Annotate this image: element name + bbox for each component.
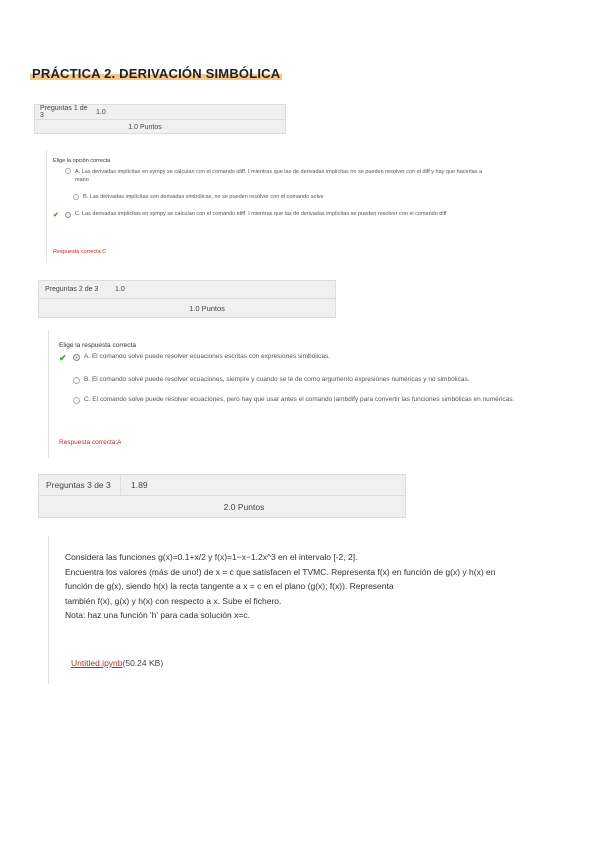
question-2-header (38, 280, 336, 318)
question-2-label: Preguntas 2 de 3 (45, 286, 99, 293)
question-1-prompt: Elige la opción correcta (53, 158, 111, 164)
question-3-prompt (65, 550, 495, 623)
question-2-option-a[interactable] (59, 353, 559, 364)
radio-button[interactable] (65, 168, 71, 174)
page-title: PRÁCTICA 2. DERIVACIÓN SIMBÓLICA (32, 66, 281, 81)
attached-file-size: (50.24 KB) (122, 658, 164, 668)
question-1-option-b[interactable] (53, 194, 483, 200)
question-1-points: 1.0 Puntos (128, 124, 162, 131)
question-1-correct-answer: Respuesta correcta:C (53, 249, 107, 255)
radio-button[interactable] (73, 377, 80, 384)
question-2-score: 1.0 (115, 286, 125, 293)
question-1-body (46, 150, 486, 262)
question-1-option-c-text: C. Las derivadas implícitas en sympy se calculan con el comando idiff. I mientras que las de derivadas implícitas se pueden resolver con el comando diff (75, 211, 447, 217)
question-2-option-b-text: B. El comando solve puede resolver ecuaciones, siempre y cuando se le de como argumento expresiones numéricas y no simbólicas. (84, 376, 470, 383)
question-2-prompt: Elige la respuesta correcta (59, 342, 136, 349)
radio-button[interactable] (73, 194, 79, 200)
question-1-option-b-text: B. Las derivadas implícitas son derivadas simbólicas, no se pueden resolver con el comando solve (83, 194, 324, 200)
question-2-option-a-text: A. El comando solve puede resolver ecuaciones escritas con expresiones simbólicas. (84, 353, 331, 360)
attached-file (71, 658, 163, 668)
question-2-option-b[interactable] (59, 376, 564, 384)
radio-button-selected[interactable] (65, 212, 71, 218)
attached-file-link[interactable]: Untitled.ipynb (71, 658, 123, 668)
question-2-option-c[interactable] (59, 396, 569, 404)
prompt-line: Nota: haz una función 'h' para cada solución x=c. (65, 610, 250, 620)
question-1-header (34, 104, 286, 134)
question-1-option-a[interactable] (53, 168, 483, 184)
question-1-score: 1.0 (96, 108, 106, 116)
question-2-points: 1.0 Puntos (189, 304, 225, 313)
question-3-points: 2.0 Puntos (223, 502, 265, 512)
question-2-correct-answer: Respuesta correcta:A (59, 439, 122, 446)
question-2-body (48, 330, 568, 458)
checkmark-icon: ✔ (53, 212, 59, 219)
question-3-score: 1.89 (131, 480, 148, 490)
prompt-line: Encuentra los valores (más de uno!) de x = c que satisfacen el TVMC. Representa f(x) en función de g(x) y h(x) en (65, 566, 496, 577)
question-1-option-c[interactable] (53, 211, 483, 219)
prompt-line: Considera las funciones g(x)=0.1+x/2 y f(x)=1−x−1.2x^3 en el intervalo [-2, 2]. (65, 552, 358, 562)
question-3-header (38, 474, 406, 518)
question-1-label: Preguntas 1 de 3 (40, 105, 88, 119)
question-3-label: Preguntas 3 de 3 (39, 475, 121, 495)
radio-button[interactable] (73, 397, 80, 404)
checkmark-icon: ✔ (59, 353, 67, 363)
prompt-line: función de g(x), siendo h(x) la recta tangente a x = c en el plano (g(x); f(x)). Representa (65, 581, 394, 591)
question-2-option-c-text: C. El comando solve puede resolver ecuaciones, pero hay que usar antes el comando lambdify para convertir las funciones simbólicas en numéricas. (84, 396, 515, 403)
question-3-body (48, 536, 568, 684)
prompt-line: también f(x), g(x) y h(x) con respecto a x. Sube el fichero. (65, 595, 282, 606)
question-1-option-a-text: A. Las derivadas implícitas en sympy se calculan con el comando idiff. I mientras que las de derivadas implícitas no se pueden resolver con el diff y hay que hacerlas a mano (75, 169, 483, 183)
radio-button-selected[interactable] (73, 354, 80, 361)
